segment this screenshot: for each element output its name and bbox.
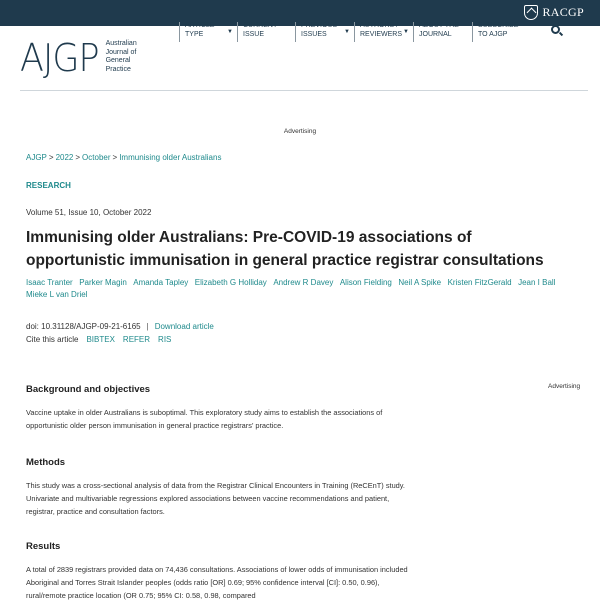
chevron-down-icon: ▼	[403, 29, 409, 35]
abstract-text: This study was a cross-sectional analysis of data from the Registrar Clinical Encounters in Training (ReCEnT) study. Univariate and multivariable regressions explored associations between vaccine recommendations and patient, registrar, practice and consultation factors.	[26, 481, 405, 516]
issue-volume: Volume 51, Issue 10, October 2022	[26, 208, 152, 217]
advertising-label-top: Advertising	[283, 128, 317, 135]
author-link[interactable]: Elizabeth G Holliday	[194, 278, 267, 287]
section-label[interactable]: RESEARCH	[26, 181, 71, 190]
racgp-crest-icon	[524, 5, 538, 20]
author-link[interactable]: Jean I Ball	[518, 278, 556, 287]
breadcrumb: AJGP > 2022 > October > Immunising older Australians	[26, 153, 222, 162]
main-nav	[179, 22, 532, 42]
author-link[interactable]: Andrew R Davey	[273, 278, 334, 287]
author-link[interactable]: Kristen FitzGerald	[447, 278, 512, 287]
abstract-text: Vaccine uptake in older Australians is suboptimal. This exploratory study aims to establish the associations of opportunistic older person immunisation in general practice registrars’ practice.	[26, 408, 383, 430]
breadcrumb-year[interactable]: 2022	[55, 153, 74, 162]
author-list	[26, 277, 571, 301]
author-link[interactable]: Mieke L van Driel	[26, 290, 88, 299]
nav-previous-issues[interactable]: PREVIOUS ISSUES ▼	[295, 22, 354, 42]
cite-row	[26, 333, 214, 346]
search-icon[interactable]	[551, 25, 560, 34]
author-link[interactable]: Parker Magin	[79, 278, 127, 287]
cite-label: Cite this article	[26, 335, 79, 344]
breadcrumb-month[interactable]: October	[82, 153, 111, 162]
racgp-logo-text: RACGP	[542, 5, 584, 19]
cite-ris-link[interactable]: RIS	[158, 335, 172, 344]
nav-authors-reviewers[interactable]: AUTHORS / REVIEWERS ▼	[354, 22, 413, 42]
abstract-heading: Methods	[26, 457, 66, 468]
article-meta	[26, 320, 214, 346]
abstract-text: A total of 2839 registrars provided data on 74,436 consultations. Associations of lower odds of immunisation included Aboriginal and Torres Strait Islander peoples (odds ratio [OR] 0.69; 95% confidence interval [CI]: 0.50, 0.96), rural/remote practice location (OR 0.75; 95% CI: 0.58, 0.98, compared	[26, 565, 408, 600]
author-link[interactable]: Alison Fielding	[339, 278, 392, 287]
chevron-down-icon: ▼	[227, 29, 233, 35]
nav-subscribe[interactable]: SUBSCRIBE TO AJGP	[472, 22, 532, 42]
author-link[interactable]: Isaac Tranter	[26, 278, 73, 287]
download-article-link[interactable]: Download article	[154, 322, 214, 331]
advertising-label-side: Advertising	[548, 383, 581, 390]
breadcrumb-ajgp[interactable]: AJGP	[26, 153, 47, 162]
nav-article-type[interactable]: ARTICLE TYPE ▼	[179, 22, 237, 42]
author-link[interactable]: Neil A Spike	[398, 278, 442, 287]
chevron-down-icon: ▼	[344, 29, 350, 35]
author-link[interactable]: Amanda Tapley	[133, 278, 189, 287]
cite-bibtex-link[interactable]: BIBTEX	[86, 335, 115, 344]
abstract-methods	[26, 457, 411, 518]
ajgp-logo[interactable]	[20, 36, 137, 80]
doi-text: doi: 10.31128/AJGP-09-21-6165	[26, 322, 141, 331]
nav-about-journal[interactable]: ABOUT THE JOURNAL	[413, 22, 472, 42]
cite-refer-link[interactable]: REFER	[122, 335, 151, 344]
racgp-logo[interactable]	[524, 5, 584, 20]
abstract-heading: Results	[26, 541, 61, 552]
article-title: Immunising older Australians: Pre-COVID-19 associations of opportunistic immunisation in general practice registrar consultations	[26, 229, 544, 269]
ajgp-logo-mark: AJGP	[20, 36, 99, 80]
abstract-heading: Background and objectives	[26, 384, 151, 395]
ajgp-logo-subtitle: Australian Journal of General Practice	[105, 40, 137, 73]
doi-row: doi: 10.31128/AJGP-09-21-6165 | Download article	[26, 322, 214, 331]
abstract-background	[26, 384, 411, 433]
abstract-results	[26, 541, 411, 600]
breadcrumb-article[interactable]: Immunising older Australians	[119, 153, 222, 162]
nav-current-issue[interactable]: CURRENT ISSUE	[237, 22, 295, 42]
